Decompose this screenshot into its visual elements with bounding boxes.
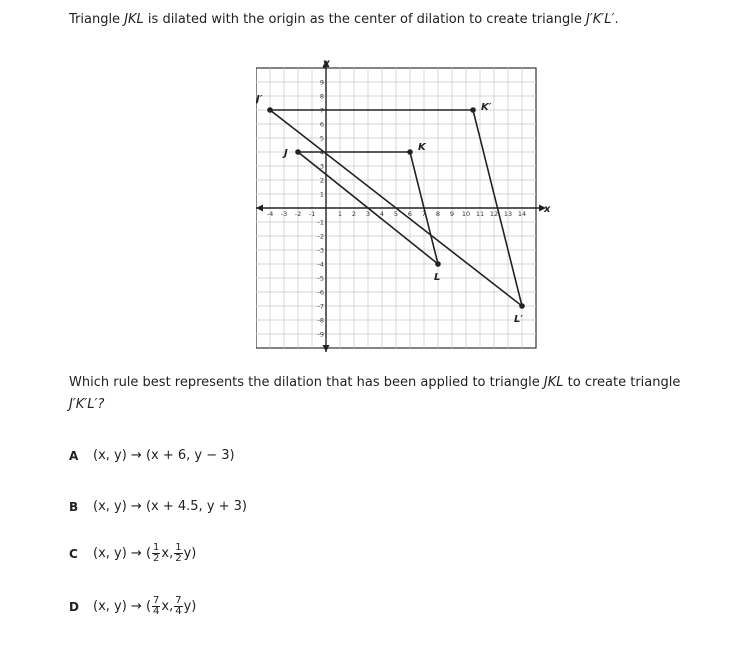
x-tick-label: -4 (266, 210, 274, 218)
choice-c[interactable] (69, 543, 196, 564)
choice-letter: B (69, 499, 79, 514)
triangle-image-name: J′K′L′? (69, 397, 105, 412)
prompt-text: . (614, 12, 619, 27)
problem-statement (69, 12, 619, 27)
choice-text: (x, y) → (x + 4.5, y + 3) (93, 499, 248, 514)
y-tick-label: -8 (317, 316, 324, 325)
triangle-name: JKL (543, 375, 564, 390)
point-K (407, 149, 413, 155)
x-tick-label: 13 (503, 210, 513, 218)
numerator: 1 (175, 542, 182, 553)
numerator: 7 (153, 595, 160, 606)
point-J (295, 149, 301, 155)
choice-text: y) (183, 546, 197, 561)
y-tick-label: 6 (319, 120, 324, 129)
question-line-1 (69, 375, 680, 390)
choice-text: (x, y) → (x + 6, y − 3) (93, 448, 235, 463)
point-label: L (434, 272, 441, 283)
x-axis-label: x (544, 204, 551, 215)
y-tick-label: -2 (317, 232, 324, 241)
point-label: J′ (256, 94, 263, 105)
y-tick-label: 4 (319, 148, 324, 157)
choice-letter: D (69, 599, 79, 614)
x-tick-label: 11 (475, 210, 485, 218)
y-tick-label: -4 (317, 260, 324, 269)
x-tick-label: 5 (393, 210, 399, 218)
choice-text: x, (161, 599, 174, 614)
point-label: L′ (514, 314, 524, 325)
y-tick-label: 2 (319, 176, 324, 185)
y-tick-label: 8 (319, 92, 324, 101)
point-label: K (418, 142, 426, 153)
choice-text: (x, y) → ( (93, 546, 152, 561)
x-tick-label: -3 (280, 210, 288, 218)
point-L′ (519, 303, 525, 309)
numerator: 7 (175, 595, 182, 606)
y-tick-label: -1 (317, 218, 324, 227)
x-tick-label: -1 (308, 210, 316, 218)
fraction (152, 543, 160, 564)
y-tick-label: -7 (317, 302, 324, 311)
question-text: to create triangle (563, 375, 681, 390)
y-axis-label: y (323, 58, 330, 69)
triangle-image-name: J′K′L′ (585, 12, 615, 27)
triangle-name: JKL (124, 12, 144, 27)
point-K′ (470, 107, 476, 113)
fraction (152, 596, 160, 617)
choice-letter: C (69, 546, 78, 561)
x-tick-label: 7 (421, 210, 427, 218)
x-tick-label: 8 (435, 210, 441, 218)
point-label: K′ (481, 102, 492, 113)
y-tick-label: 1 (319, 190, 324, 199)
x-tick-label: 9 (449, 210, 455, 218)
x-tick-label: -2 (294, 210, 302, 218)
numerator: 1 (153, 542, 160, 553)
denominator: 2 (153, 553, 160, 564)
denominator: 4 (153, 606, 160, 617)
fraction (174, 543, 182, 564)
choice-text: y) (183, 599, 197, 614)
x-tick-label: 2 (351, 210, 357, 218)
x-tick-label: 10 (461, 210, 471, 218)
choice-text: x, (161, 546, 174, 561)
choice-letter: A (69, 448, 79, 463)
coordinate-graph (256, 56, 556, 352)
x-tick-label: 14 (517, 210, 527, 218)
point-L (435, 261, 441, 267)
point-J′ (267, 107, 273, 113)
fraction (174, 596, 182, 617)
question-line-2 (69, 397, 104, 412)
y-tick-label: 7 (319, 106, 324, 115)
point-label: J (284, 148, 288, 159)
y-tick-label: -6 (317, 288, 324, 297)
y-tick-label: -3 (317, 246, 324, 255)
question-text: Which rule best represents the dilation that has been applied to triangle (69, 375, 544, 390)
denominator: 4 (175, 606, 182, 617)
y-tick-label: -5 (317, 274, 324, 283)
prompt-text: is dilated with the origin as the center of dilation to create triangle (143, 12, 586, 27)
x-tick-label: 3 (365, 210, 371, 218)
x-tick-label: 4 (379, 210, 385, 218)
prompt-text: Triangle (69, 12, 125, 27)
choice-a[interactable] (69, 448, 235, 463)
y-tick-label: 9 (319, 78, 324, 87)
x-tick-label: 6 (407, 210, 413, 218)
choice-text: (x, y) → ( (93, 599, 152, 614)
y-tick-label: 5 (319, 134, 324, 143)
choice-b[interactable] (69, 499, 247, 514)
x-tick-label: 12 (489, 210, 499, 218)
y-tick-label: 3 (319, 162, 324, 171)
x-tick-label: 1 (337, 210, 343, 218)
choice-d[interactable] (69, 596, 196, 617)
y-tick-label: -9 (317, 330, 324, 339)
denominator: 2 (175, 553, 182, 564)
